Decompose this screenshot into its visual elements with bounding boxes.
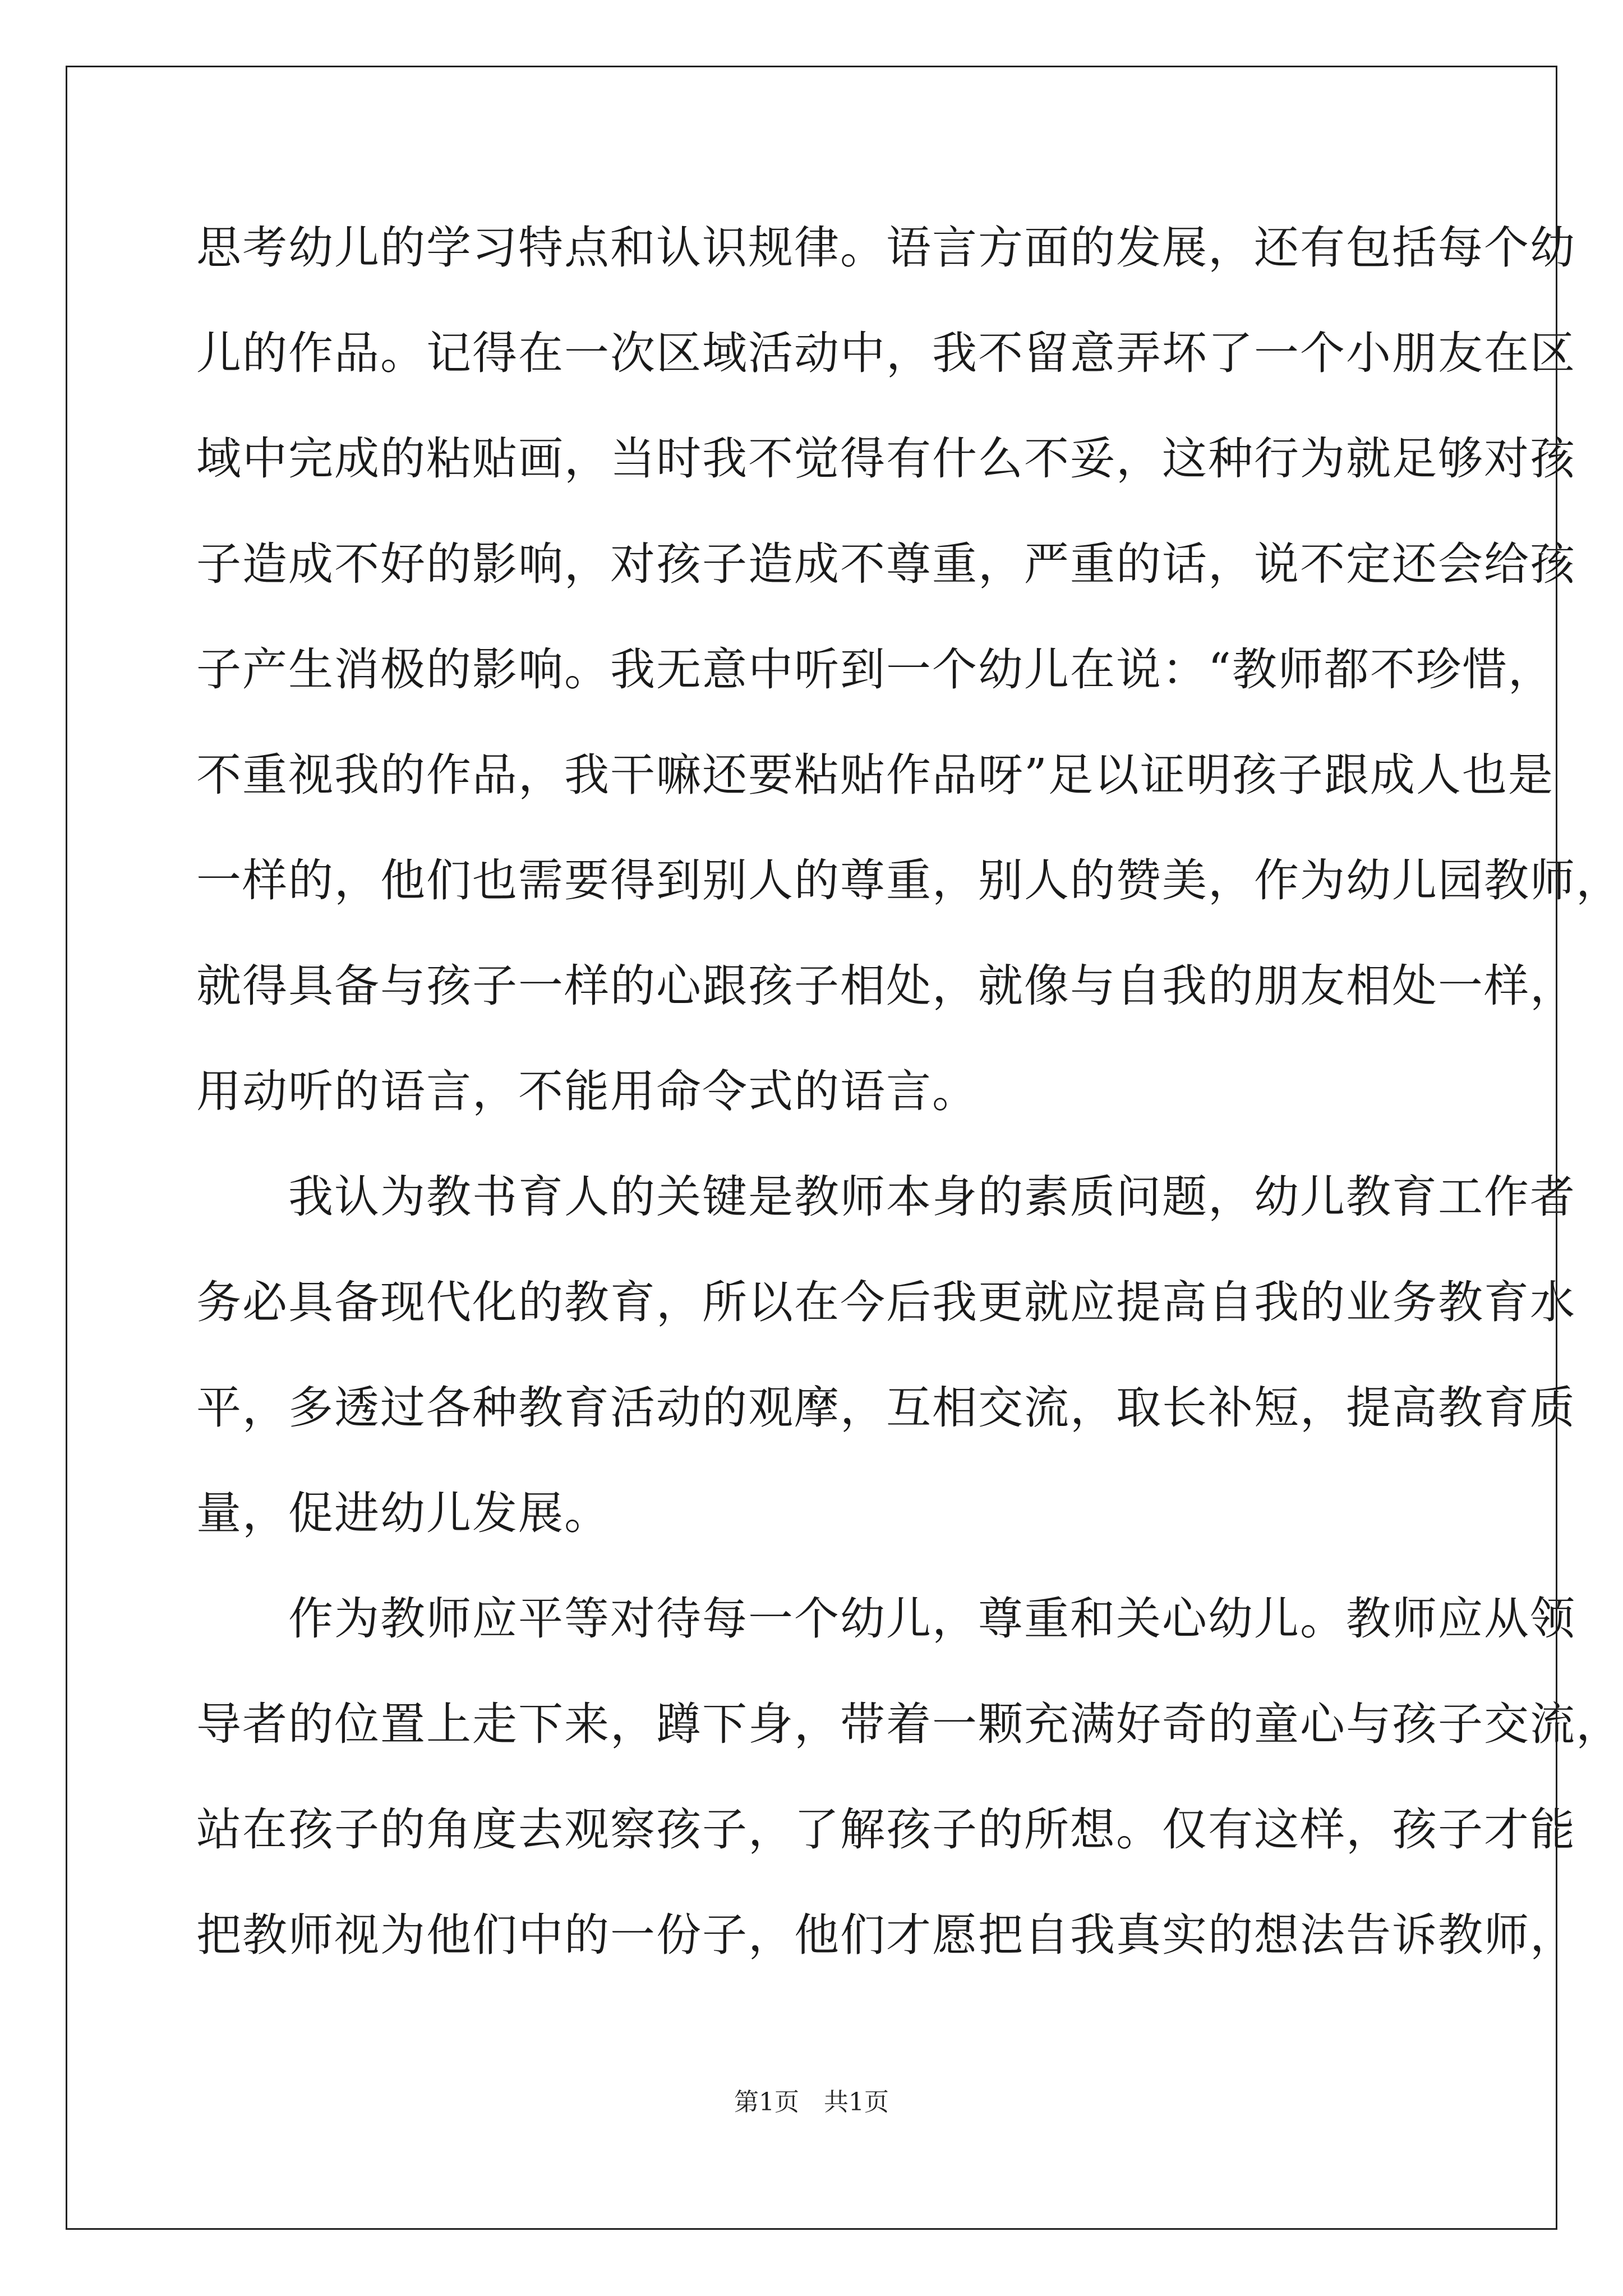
text-line: 导者的位置上走下来，蹲下身，带着一颗充满好奇的童心与孩子交流， xyxy=(196,1698,1622,1750)
text-line: 儿的作品。记得在一次区域活动中，我不留意弄坏了一个小朋友在区 xyxy=(196,327,1576,379)
text-line: 用动听的语言，不能用命令式的语言。 xyxy=(196,1065,978,1117)
text-line: 量，促进幼儿发展。 xyxy=(196,1487,610,1539)
text-line: 不重视我的作品，我干嘛还要粘贴作品呀”足以证明孩子跟成人也是 xyxy=(196,749,1554,801)
paragraph-start: 我认为教书育人的关键是教师本身的素质问题，幼儿教育工作者 xyxy=(196,1171,1576,1223)
text-line: 站在孩子的角度去观察孩子，了解孩子的所想。仅有这样，孩子才能 xyxy=(196,1803,1576,1856)
text-line: 一样的，他们也需要得到别人的尊重，别人的赞美，作为幼儿园教师， xyxy=(196,854,1622,907)
text-line: 子产生消极的影响。我无意中听到一个幼儿在说：“教师都不珍惜， xyxy=(196,643,1554,696)
page-number: 第1页 共1页 xyxy=(734,2088,889,2116)
paragraph-start: 作为教师应平等对待每一个幼儿，尊重和关心幼儿。教师应从领 xyxy=(196,1593,1576,1645)
text-line: 务必具备现代化的教育，所以在今后我更就应提高自我的业务教育水 xyxy=(196,1276,1576,1328)
text-line: 就得具备与孩子一样的心跟孩子相处，就像与自我的朋友相处一样， xyxy=(196,960,1576,1012)
text-line: 平，多透过各种教育活动的观摩，互相交流，取长补短，提高教育质 xyxy=(196,1382,1576,1434)
text-line: 子造成不好的影响，对孩子造成不尊重，严重的话，说不定还会给孩 xyxy=(196,538,1576,590)
text-line: 思考幼儿的学习特点和认识规律。语言方面的发展，还有包括每个幼 xyxy=(196,222,1576,274)
text-line: 把教师视为他们中的一份子，他们才愿把自我真实的想法告诉教师， xyxy=(196,1909,1576,1961)
text-line: 域中完成的粘贴画，当时我不觉得有什么不妥，这种行为就足够对孩 xyxy=(196,432,1576,485)
